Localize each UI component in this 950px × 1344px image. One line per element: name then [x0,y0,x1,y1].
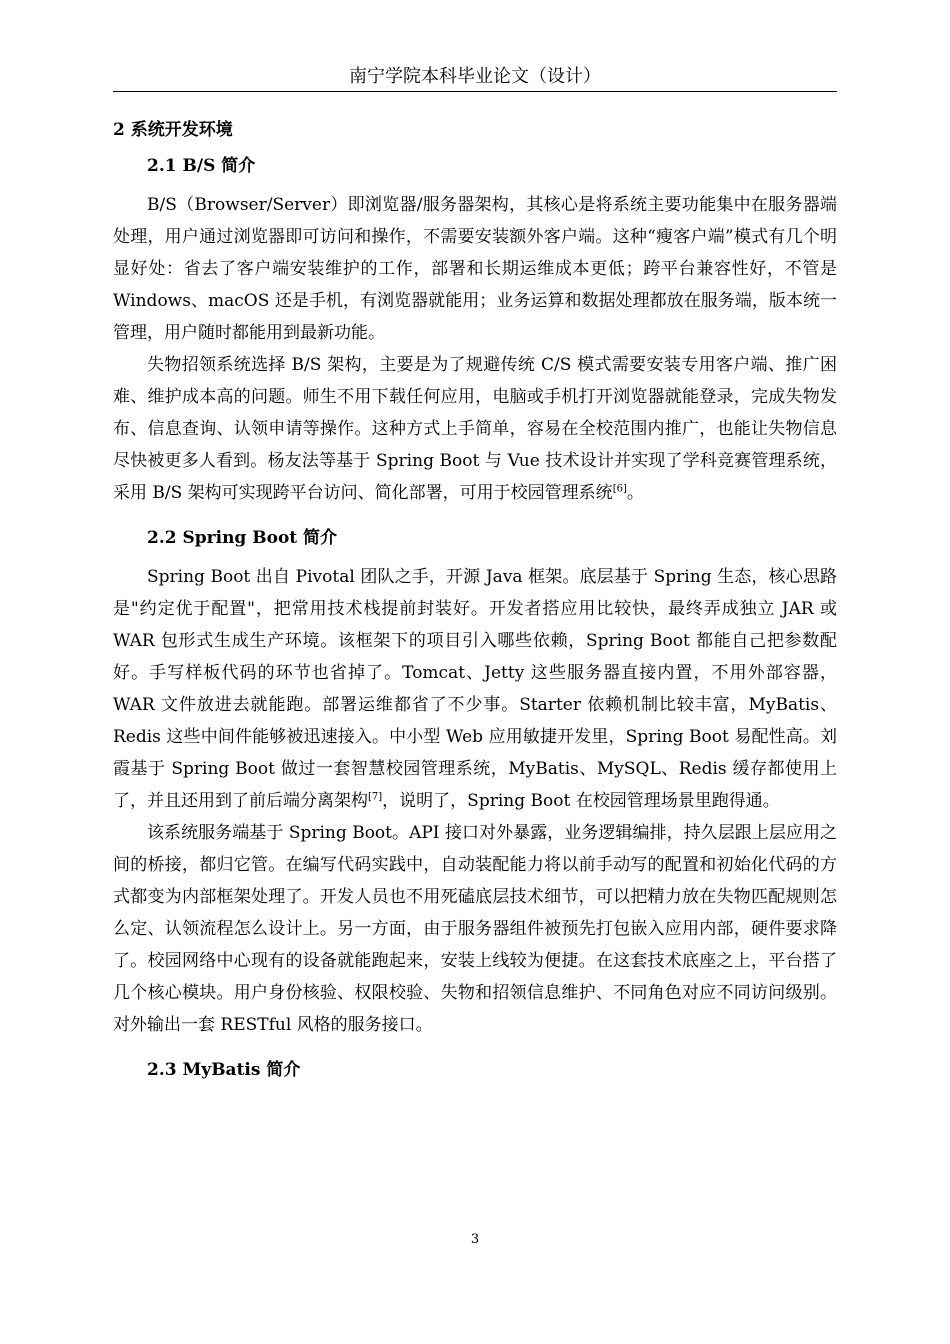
header-rule [113,91,837,92]
page-body [113,117,837,1093]
section-title-2-2: 2.2 Spring Boot 简介 [147,528,338,548]
page-header: 南宁学院本科毕业论文（设计） [349,66,601,87]
paragraph-text: 该系统服务端基于 Spring Boot。API 接口对外暴露，业务逻辑编排，持久层跟上层应用之间的桥接，都归它管。在编写代码实践中，自动装配能力将以前手动写的配置和初始化代码的方式都变为内部框架处理了。开发人员也不用死磕底层技术细节，可以把精力放在失物匹配规则怎么定、认领流程怎么设计上。另一方面，由于服务器组件被预先打包嵌入应用内部，硬件要求降了。校园网络中心现有的设备就能跑起来，安装上线较为便捷。在这套技术底座之上，平台搭了几个核心模块。用户身份核验、权限校验、失物和招领信息维护、不同角色对应不同访问级别。对外输出一套 RESTful 风格的服务接口。 [113,823,837,1035]
paragraph [113,817,837,1041]
paragraph [113,349,837,509]
paragraph [113,189,837,349]
paragraph-text: B/S（Browser/Server）即浏览器/服务器架构，其核心是将系统主要功能集中在服务器端处理，用户通过浏览器即可访问和操作，不需要安装额外客户端。这种“瘦客户端”模式有几个明显好处：省去了客户端安装维护的工作，部署和长期运维成本更低；跨平台兼容性好，不管是 Windows、macOS 还是手机，有浏览器就能用；业务运算和数据处理都放在服务端，版本统一管理，用户随时都能用到最新功能。 [113,195,837,343]
citation-ref: [7] [368,791,383,803]
paragraph-text: Spring Boot 出自 Pivotal 团队之手，开源 Java 框架。底层基于 Spring 生态，核心思路是"约定优于配置"，把常用技术栈提前封装好。开发者搭应用比较快，最终弄成独立 JAR 或 WAR 包形式生成生产环境。该框架下的项目引入哪些依赖，Spring Boot 都能自己把参数配好。手写样板代码的环节也省掉了。Tomcat、Jetty 这些服务器直接内置，不用外部容器，WAR 文件放进去就能跑。部署运维都省了不少事。Starter 依赖机制比较丰富，MyBatis、Redis 这些中间件能够被迅速接入。中小型 Web 应用敏捷开发里，Spring Boot 易配性高。刘霞基于 Spring Boot 做过一套智慧校园管理系统，MyBatis、MySQL、Redis 缓存都使用上了，并且还用到了前后端分离架构 [113,567,837,811]
paragraph-text: 失物招领系统选择 B/S 架构，主要是为了规避传统 C/S 模式需要安装专用客户端、推广困难、维护成本高的问题。师生不用下载任何应用，电脑或手机打开浏览器就能登录，完成失物发布、信息查询、认领申请等操作。这种方式上手简单，容易在全校范围内推广，也能让失物信息尽快被更多人看到。杨友法等基于 Spring Boot 与 Vue 技术设计并实现了学科竞赛管理系统，采用 B/S 架构可实现跨平台访问、简化部署，可用于校园管理系统 [113,355,837,503]
page-number: 3 [470,1232,480,1247]
section-title-2-1: 2.1 B/S 简介 [147,156,256,176]
section-title-2-3: 2.3 MyBatis 简介 [147,1060,301,1080]
chapter-title: 2 系统开发环境 [113,120,233,140]
paragraph [113,561,837,817]
paragraph-text: ，说明了，Spring Boot 在校园管理场景里跑得通。 [382,791,780,811]
paragraph-text: 。 [626,483,644,503]
citation-ref: [6] [612,483,627,495]
